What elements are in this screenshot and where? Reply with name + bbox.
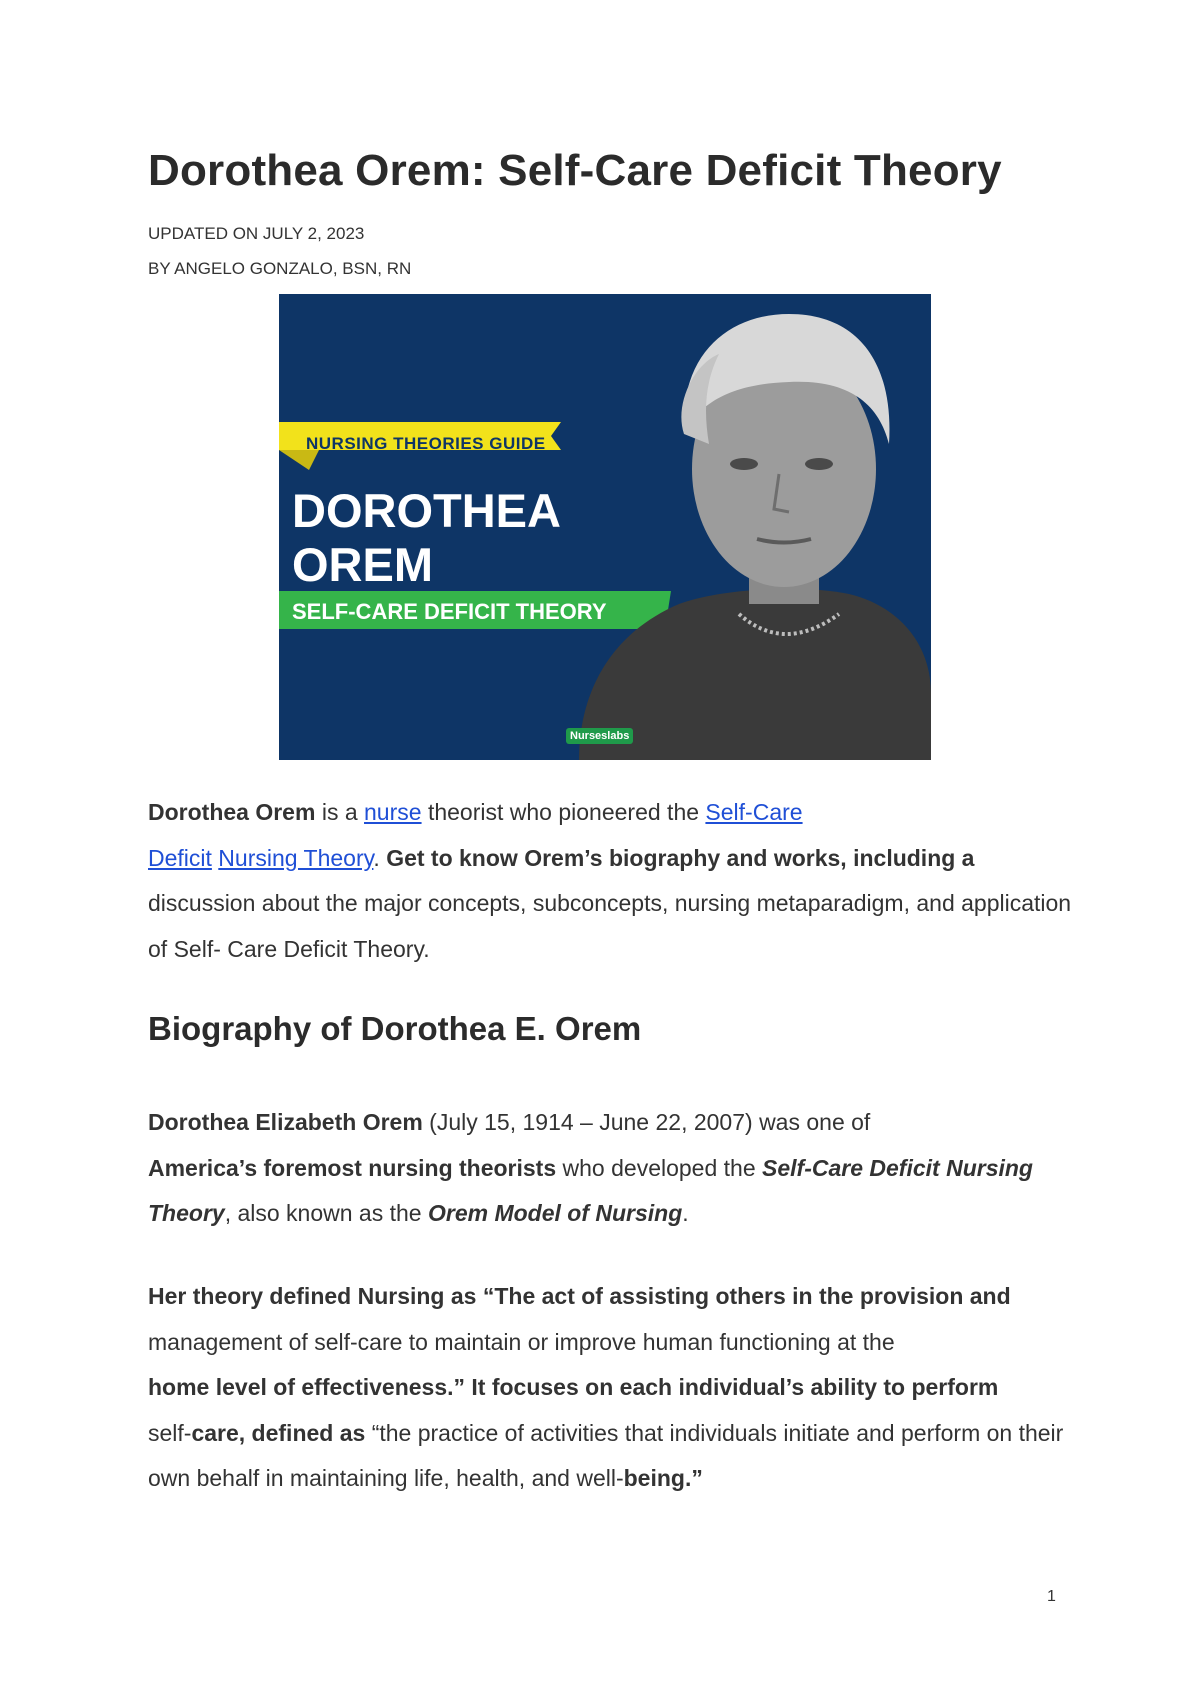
intro-text: .: [373, 844, 387, 871]
link-nurse[interactable]: nurse: [364, 799, 422, 825]
bio-text: who developed the: [556, 1154, 763, 1181]
bio-paragraph: [148, 1100, 1078, 1237]
intro-text: theorist who pioneered the: [421, 799, 706, 825]
author-byline: BY ANGELO GONZALO, BSN, RN: [148, 259, 412, 278]
hero-subtitle: SELF-CARE DEFICIT THEORY: [292, 599, 607, 624]
section-heading: Biography of Dorothea E. Orem: [148, 1010, 642, 1047]
portrait-figure: [579, 314, 931, 760]
page-number: 1: [1047, 1588, 1056, 1605]
bio-text: .: [682, 1200, 689, 1226]
def-text-2: self-: [148, 1419, 192, 1446]
bio-model-name: Orem Model of Nursing: [427, 1200, 683, 1226]
intro-bold-lead: Get to know Orem’s biography and works, including a: [386, 844, 975, 871]
banner-label: NURSING THEORIES GUIDE: [306, 434, 546, 453]
definition-paragraph: [148, 1274, 1078, 1502]
hero-image: [279, 294, 931, 760]
bio-foremost: America’s foremost nursing theorists: [148, 1154, 557, 1181]
link-self-care[interactable]: Self-Care: [705, 799, 803, 825]
hero-name-last: OREM: [292, 538, 433, 591]
def-bold-1: Her theory defined Nursing as “The act of assisting others in the provision and: [148, 1283, 1011, 1309]
def-bold-4: being.”: [623, 1465, 703, 1491]
bio-text: , also known as the: [224, 1200, 428, 1226]
nurseslabs-logo: Nurseslabs: [566, 728, 633, 744]
def-bold-2: home level of effectiveness.” It focuses on each individual’s ability to perform: [148, 1374, 999, 1400]
link-nursing-theory[interactable]: Nursing Theory: [218, 844, 374, 871]
intro-paragraph: [148, 790, 1078, 972]
bio-text: (July 15, 1914 – June 22, 2007) was one of: [422, 1109, 871, 1135]
def-text-1: management of self-care to maintain or improve human functioning at the: [148, 1328, 895, 1355]
updated-date: UPDATED ON JULY 2, 2023: [148, 224, 365, 243]
intro-text: discussion about the major concepts, subconcepts, nursing metaparadigm, and application of Self- Care Deficit Theory.: [148, 890, 1072, 962]
hero-name-first: DOROTHEA: [292, 484, 561, 537]
def-text-3: “the practice of activities that individuals initiate and perform on their own behalf in maintaining life, health, and well-: [148, 1419, 1064, 1491]
link-deficit[interactable]: Deficit: [148, 844, 212, 871]
bio-name: Dorothea Elizabeth Orem: [148, 1109, 423, 1135]
def-bold-3: care, defined as: [191, 1419, 366, 1446]
intro-bold-name: Dorothea Orem: [148, 799, 316, 825]
article-title: Dorothea Orem: Self-Care Deficit Theory: [148, 146, 1002, 195]
bio-theory-name: Self-Care Deficit Nursing Theory: [148, 1154, 1033, 1226]
intro-text: is a: [315, 799, 365, 825]
